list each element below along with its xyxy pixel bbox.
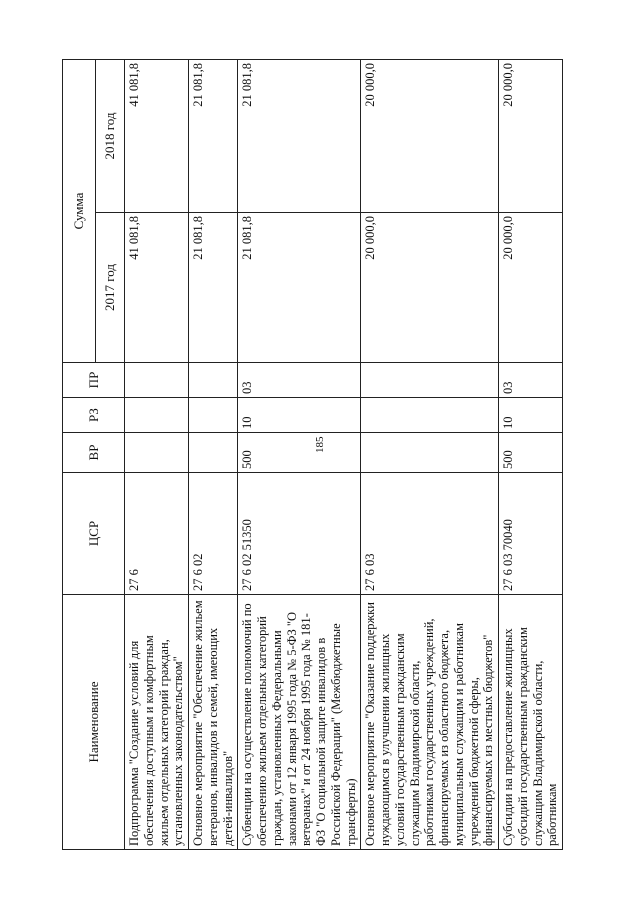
header-vr: ВР — [63, 433, 125, 473]
row-name: Субсидии на предоставление жилищных субсидий государственным гражданским служащим Владимирской области, работникам — [499, 595, 563, 850]
row-pr — [125, 363, 189, 398]
row-csr: 27 6 — [125, 473, 189, 595]
header-year-2017: 2017 год — [96, 213, 125, 363]
row-rz: 10 — [499, 398, 563, 433]
table-row — [238, 60, 361, 850]
row-name: Субвенции на осуществление полномочий по обеспечению жильем отдельных категорий граждан, установленных Федеральными законами от 12 января 1995 года № 5-ФЗ "О ветеранах" и от 24 ноября 1995 года № 181-ФЗ "О социальной защите инвалидов в Российской Федерации" (Межбюджетные трансферты) — [238, 595, 361, 850]
header-year-2018: 2018 год — [96, 60, 125, 213]
row-vr — [361, 433, 499, 473]
row-pr — [361, 363, 499, 398]
table-row — [189, 60, 238, 850]
row-sum-2018: 20 000,0 — [361, 60, 499, 213]
row-csr: 27 6 03 — [361, 473, 499, 595]
row-vr: 500 — [238, 433, 361, 473]
row-sum-2017: 21 081,8 — [238, 213, 361, 363]
header-sum: Сумма — [63, 60, 96, 363]
row-pr — [189, 363, 238, 398]
table-row — [499, 60, 563, 850]
row-vr: 500 — [499, 433, 563, 473]
row-sum-2017: 20 000,0 — [361, 213, 499, 363]
row-sum-2017: 20 000,0 — [499, 213, 563, 363]
header-rz: РЗ — [63, 398, 125, 433]
row-csr: 27 6 03 70040 — [499, 473, 563, 595]
header-pr: ПР — [63, 363, 125, 398]
row-sum-2018: 41 081,8 — [125, 60, 189, 213]
row-sum-2018: 20 000,0 — [499, 60, 563, 213]
row-csr: 27 6 02 — [189, 473, 238, 595]
row-sum-2018: 21 081,8 — [189, 60, 238, 213]
row-vr — [125, 433, 189, 473]
row-sum-2018: 21 081,8 — [238, 60, 361, 213]
row-rz — [189, 398, 238, 433]
row-csr: 27 6 02 51350 — [238, 473, 361, 595]
table-row — [125, 60, 189, 850]
row-rz — [361, 398, 499, 433]
table-row — [361, 60, 499, 850]
header-csr: ЦСР — [63, 473, 125, 595]
row-name: Подпрограмма "Создание условий для обеспечения доступным и комфортным жильем отдельных категорий граждан, установленных законодательством" — [125, 595, 189, 850]
budget-table — [62, 59, 563, 850]
row-rz: 10 — [238, 398, 361, 433]
row-name: Основное мероприятие "Обеспечение жильем ветеранов, инвалидов и семей, имеющих детей-инвалидов" — [189, 595, 238, 850]
row-rz — [125, 398, 189, 433]
page-number: 185 — [314, 436, 326, 453]
row-sum-2017: 41 081,8 — [125, 213, 189, 363]
row-vr — [189, 433, 238, 473]
row-name: Основное мероприятие "Оказание поддержки нуждающимся в улучшении жилищных условий государственным гражданским служащим Владимирской области, работникам государственных учреждений, финансируемых из областного бюджета, муниципальным служащим и работникам учреждений бюджетной сферы, финансируемых из местных бюджетов" — [361, 595, 499, 850]
header-name: Наименование — [63, 595, 125, 850]
row-pr: 03 — [238, 363, 361, 398]
row-sum-2017: 21 081,8 — [189, 213, 238, 363]
row-pr: 03 — [499, 363, 563, 398]
